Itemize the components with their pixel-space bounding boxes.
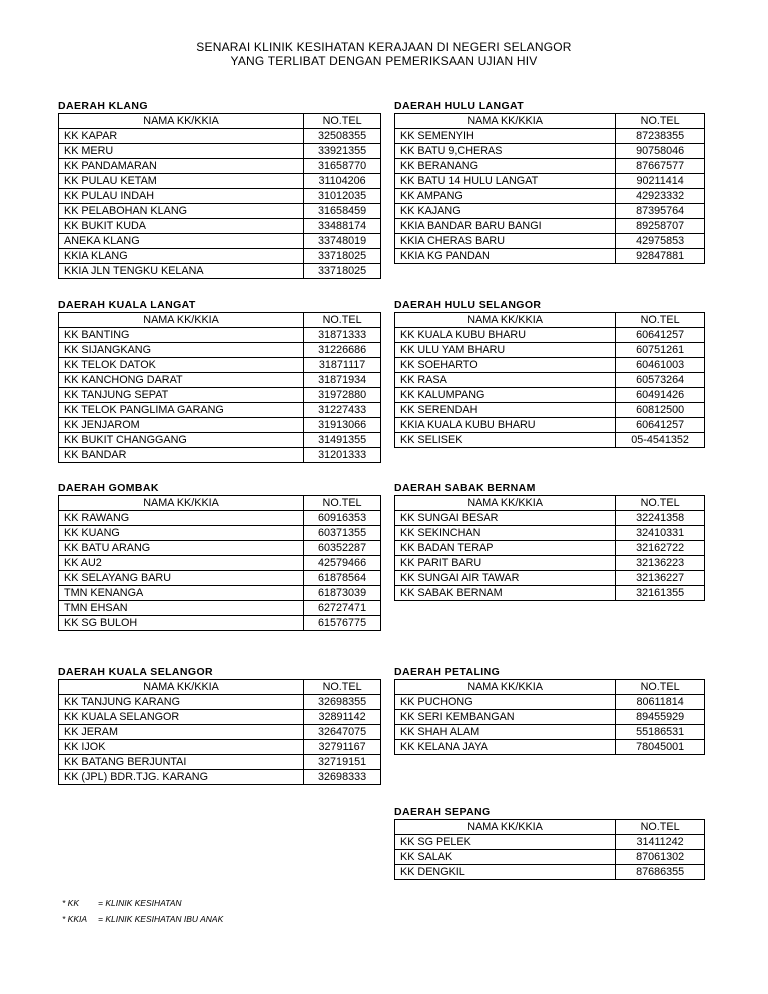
table-row: [395, 174, 705, 189]
clinic-table: [394, 679, 705, 755]
phone-cell: 32791167: [304, 740, 381, 755]
phone-cell: 55186531: [616, 725, 705, 740]
district-title: DAERAH HULU LANGAT: [394, 100, 525, 112]
clinic-table: [394, 495, 705, 601]
section-kuala-langat: [58, 298, 381, 463]
section-klang: [58, 99, 381, 279]
clinic-name-cell: KK SEMENYIH: [395, 129, 616, 144]
table-row: [395, 328, 705, 343]
table-row: [59, 174, 381, 189]
clinic-name-cell: KK ULU YAM BHARU: [395, 343, 616, 358]
district-title: DAERAH SEPANG: [394, 806, 491, 818]
phone-cell: 33921355: [304, 144, 381, 159]
phone-cell: 87061302: [616, 850, 705, 865]
table-row: [395, 343, 705, 358]
phone-cell: 78045001: [616, 740, 705, 755]
column-header-name: NAMA KK/KKIA: [395, 820, 616, 835]
table-row: [395, 219, 705, 234]
clinic-name-cell: KKIA CHERAS BARU: [395, 234, 616, 249]
column-header-name: NAMA KK/KKIA: [59, 114, 304, 129]
phone-cell: 32647075: [304, 725, 381, 740]
column-header-name: NAMA KK/KKIA: [59, 313, 304, 328]
section-petaling: [394, 665, 705, 755]
title-line-2: YANG TERLIBAT DENGAN PEMERIKSAAN UJIAN HIV: [230, 54, 538, 68]
clinic-name-cell: KK KUANG: [59, 526, 304, 541]
district-title: DAERAH KLANG: [58, 100, 148, 112]
table-row: [59, 189, 381, 204]
phone-cell: 60916353: [304, 511, 381, 526]
table-row: [395, 511, 705, 526]
table-row: [59, 433, 381, 448]
table-row: [395, 403, 705, 418]
clinic-name-cell: KKIA BANDAR BARU BANGI: [395, 219, 616, 234]
phone-cell: 31871333: [304, 328, 381, 343]
table-header-row: [59, 313, 381, 328]
table-row: [395, 388, 705, 403]
district-title: DAERAH GOMBAK: [58, 482, 159, 494]
column-header-name: NAMA KK/KKIA: [395, 496, 616, 511]
table-row: [59, 144, 381, 159]
section-kuala-selangor: [58, 665, 381, 785]
table-row: [395, 234, 705, 249]
phone-cell: 60491426: [616, 388, 705, 403]
clinic-name-cell: KK TANJUNG KARANG: [59, 695, 304, 710]
table-row: [59, 159, 381, 174]
phone-cell: 31491355: [304, 433, 381, 448]
phone-cell: 42923332: [616, 189, 705, 204]
clinic-name-cell: KK SELISEK: [395, 433, 616, 448]
table-row: [395, 571, 705, 586]
column-header-tel: NO.TEL: [616, 680, 705, 695]
column-header-name: NAMA KK/KKIA: [395, 313, 616, 328]
clinic-name-cell: KKIA KG PANDAN: [395, 249, 616, 264]
clinic-name-cell: KK AMPANG: [395, 189, 616, 204]
clinic-name-cell: KK TANJUNG SEPAT: [59, 388, 304, 403]
clinic-name-cell: TMN KENANGA: [59, 586, 304, 601]
table-row: [59, 373, 381, 388]
phone-cell: 32508355: [304, 129, 381, 144]
table-row: [395, 433, 705, 448]
table-row: [395, 373, 705, 388]
clinic-name-cell: KK BUKIT CHANGGANG: [59, 433, 304, 448]
clinic-name-cell: KK SABAK BERNAM: [395, 586, 616, 601]
clinic-name-cell: KK JERAM: [59, 725, 304, 740]
phone-cell: 31871117: [304, 358, 381, 373]
phone-cell: 32891142: [304, 710, 381, 725]
table-header-row: [395, 496, 705, 511]
phone-cell: 80611814: [616, 695, 705, 710]
phone-cell: 32136227: [616, 571, 705, 586]
table-row: [395, 695, 705, 710]
phone-cell: 32136223: [616, 556, 705, 571]
district-title: DAERAH KUALA LANGAT: [58, 299, 196, 311]
table-row: [59, 418, 381, 433]
clinic-name-cell: KKIA KLANG: [59, 249, 304, 264]
clinic-name-cell: KK PELABOHAN KLANG: [59, 204, 304, 219]
phone-cell: 87395764: [616, 204, 705, 219]
table-row: [395, 586, 705, 601]
table-row: [59, 403, 381, 418]
table-header-row: [59, 114, 381, 129]
table-row: [395, 865, 705, 880]
phone-cell: 89258707: [616, 219, 705, 234]
table-row: [59, 343, 381, 358]
phone-cell: 32698355: [304, 695, 381, 710]
phone-cell: 32241358: [616, 511, 705, 526]
column-header-tel: NO.TEL: [304, 313, 381, 328]
table-row: [59, 710, 381, 725]
clinic-name-cell: KKIA JLN TENGKU KELANA: [59, 264, 304, 279]
phone-cell: 60751261: [616, 343, 705, 358]
table-header-row: [395, 114, 705, 129]
table-row: [59, 511, 381, 526]
clinic-name-cell: KK SEKINCHAN: [395, 526, 616, 541]
clinic-name-cell: KKIA KUALA KUBU BHARU: [395, 418, 616, 433]
table-row: [395, 850, 705, 865]
clinic-table: [394, 819, 705, 880]
phone-cell: 32719151: [304, 755, 381, 770]
phone-cell: 31012035: [304, 189, 381, 204]
table-row: [395, 129, 705, 144]
clinic-name-cell: TMN EHSAN: [59, 601, 304, 616]
clinic-name-cell: KK SUNGAI BESAR: [395, 511, 616, 526]
table-row: [395, 710, 705, 725]
column-header-name: NAMA KK/KKIA: [59, 496, 304, 511]
clinic-name-cell: KK MERU: [59, 144, 304, 159]
clinic-name-cell: KK RASA: [395, 373, 616, 388]
table-row: [395, 189, 705, 204]
clinic-name-cell: KK SELAYANG BARU: [59, 571, 304, 586]
table-row: [395, 358, 705, 373]
table-row: [59, 725, 381, 740]
clinic-table: [394, 312, 705, 448]
phone-cell: 60812500: [616, 403, 705, 418]
clinic-name-cell: ANEKA KLANG: [59, 234, 304, 249]
clinic-table: [58, 113, 381, 279]
table-row: [59, 234, 381, 249]
district-title: DAERAH PETALING: [394, 666, 501, 678]
clinic-name-cell: KK BERANANG: [395, 159, 616, 174]
clinic-name-cell: KK BATU ARANG: [59, 541, 304, 556]
phone-cell: 31201333: [304, 448, 381, 463]
table-row: [59, 695, 381, 710]
phone-cell: 89455929: [616, 710, 705, 725]
clinic-table: [58, 679, 381, 785]
clinic-name-cell: KK KUALA SELANGOR: [59, 710, 304, 725]
phone-cell: 33718025: [304, 249, 381, 264]
table-row: [59, 740, 381, 755]
clinic-name-cell: KK BANDAR: [59, 448, 304, 463]
district-title: DAERAH SABAK BERNAM: [394, 482, 536, 494]
phone-cell: 32162722: [616, 541, 705, 556]
column-header-tel: NO.TEL: [616, 313, 705, 328]
clinic-name-cell: KK KANCHONG DARAT: [59, 373, 304, 388]
table-row: [59, 249, 381, 264]
clinic-name-cell: KK SG BULOH: [59, 616, 304, 631]
clinic-name-cell: KK PULAU KETAM: [59, 174, 304, 189]
table-row: [395, 541, 705, 556]
phone-cell: 60461003: [616, 358, 705, 373]
district-title: DAERAH HULU SELANGOR: [394, 299, 542, 311]
table-row: [395, 249, 705, 264]
clinic-name-cell: KK BATANG BERJUNTAI: [59, 755, 304, 770]
table-row: [395, 159, 705, 174]
legend-kkia: * KKIA = KLINIK KESIHATAN IBU ANAK: [62, 914, 224, 924]
table-row: [59, 219, 381, 234]
phone-cell: 05-4541352: [616, 433, 705, 448]
table-row: [59, 571, 381, 586]
legend-kk: * KK = KLINIK KESIHATAN: [62, 898, 182, 908]
table-row: [59, 129, 381, 144]
table-row: [59, 204, 381, 219]
table-row: [395, 144, 705, 159]
table-row: [395, 740, 705, 755]
phone-cell: 31104206: [304, 174, 381, 189]
phone-cell: 31913066: [304, 418, 381, 433]
clinic-name-cell: KK JENJAROM: [59, 418, 304, 433]
clinic-name-cell: KK SIJANGKANG: [59, 343, 304, 358]
table-row: [395, 835, 705, 850]
phone-cell: 60573264: [616, 373, 705, 388]
column-header-tel: NO.TEL: [304, 680, 381, 695]
phone-cell: 61878564: [304, 571, 381, 586]
clinic-name-cell: KK SUNGAI AIR TAWAR: [395, 571, 616, 586]
clinic-name-cell: KK SERENDAH: [395, 403, 616, 418]
clinic-name-cell: KK SERI KEMBANGAN: [395, 710, 616, 725]
clinic-name-cell: KK SG PELEK: [395, 835, 616, 850]
column-header-tel: NO.TEL: [616, 820, 705, 835]
clinic-name-cell: KK BATU 14 HULU LANGAT: [395, 174, 616, 189]
column-header-tel: NO.TEL: [616, 114, 705, 129]
section-hulu-selangor: [394, 298, 705, 448]
phone-cell: 60371355: [304, 526, 381, 541]
clinic-name-cell: KK IJOK: [59, 740, 304, 755]
clinic-name-cell: KK BADAN TERAP: [395, 541, 616, 556]
phone-cell: 87686355: [616, 865, 705, 880]
phone-cell: 31226686: [304, 343, 381, 358]
column-header-tel: NO.TEL: [304, 496, 381, 511]
phone-cell: 61873039: [304, 586, 381, 601]
clinic-name-cell: KK KUALA KUBU BHARU: [395, 328, 616, 343]
table-row: [59, 770, 381, 785]
legend: [62, 895, 223, 927]
phone-cell: 31658459: [304, 204, 381, 219]
phone-cell: 31871934: [304, 373, 381, 388]
clinic-table: [394, 113, 705, 264]
clinic-name-cell: KK PANDAMARAN: [59, 159, 304, 174]
table-row: [395, 204, 705, 219]
clinic-name-cell: KK SOEHARTO: [395, 358, 616, 373]
clinic-name-cell: KK KAJANG: [395, 204, 616, 219]
table-row: [59, 448, 381, 463]
clinic-name-cell: KK KALUMPANG: [395, 388, 616, 403]
phone-cell: 60641257: [616, 328, 705, 343]
table-row: [59, 388, 381, 403]
phone-cell: 87667577: [616, 159, 705, 174]
table-row: [59, 526, 381, 541]
clinic-name-cell: KK (JPL) BDR.TJG. KARANG: [59, 770, 304, 785]
phone-cell: 31227433: [304, 403, 381, 418]
clinic-name-cell: KK TELOK PANGLIMA GARANG: [59, 403, 304, 418]
phone-cell: 61576775: [304, 616, 381, 631]
section-sabak-bernam: [394, 481, 705, 601]
table-header-row: [395, 680, 705, 695]
column-header-tel: NO.TEL: [616, 496, 705, 511]
phone-cell: 32698333: [304, 770, 381, 785]
column-header-name: NAMA KK/KKIA: [395, 680, 616, 695]
phone-cell: 90758046: [616, 144, 705, 159]
title-line-1: SENARAI KLINIK KESIHATAN KERAJAAN DI NEGERI SELANGOR: [196, 40, 572, 54]
phone-cell: 31411242: [616, 835, 705, 850]
table-row: [59, 755, 381, 770]
phone-cell: 92847881: [616, 249, 705, 264]
table-row: [59, 586, 381, 601]
clinic-name-cell: KK PUCHONG: [395, 695, 616, 710]
phone-cell: 32161355: [616, 586, 705, 601]
district-title: DAERAH KUALA SELANGOR: [58, 666, 214, 678]
clinic-table: [58, 495, 381, 631]
clinic-name-cell: KK AU2: [59, 556, 304, 571]
table-row: [59, 541, 381, 556]
clinic-table: [58, 312, 381, 463]
clinic-name-cell: KK SALAK: [395, 850, 616, 865]
phone-cell: 31972880: [304, 388, 381, 403]
phone-cell: 87238355: [616, 129, 705, 144]
phone-cell: 42579466: [304, 556, 381, 571]
section-gombak: [58, 481, 381, 631]
clinic-name-cell: KK BATU 9,CHERAS: [395, 144, 616, 159]
clinic-name-cell: KK PARIT BARU: [395, 556, 616, 571]
table-row: [59, 556, 381, 571]
phone-cell: 32410331: [616, 526, 705, 541]
clinic-name-cell: KK KELANA JAYA: [395, 740, 616, 755]
table-row: [59, 328, 381, 343]
section-sepang: [394, 805, 705, 880]
clinic-name-cell: KK BUKIT KUDA: [59, 219, 304, 234]
table-row: [59, 616, 381, 631]
table-row: [395, 418, 705, 433]
phone-cell: 42975853: [616, 234, 705, 249]
phone-cell: 33718025: [304, 264, 381, 279]
column-header-tel: NO.TEL: [304, 114, 381, 129]
table-row: [395, 725, 705, 740]
phone-cell: 60352287: [304, 541, 381, 556]
table-header-row: [395, 313, 705, 328]
phone-cell: 31658770: [304, 159, 381, 174]
table-header-row: [395, 820, 705, 835]
clinic-name-cell: KK RAWANG: [59, 511, 304, 526]
table-row: [395, 526, 705, 541]
column-header-name: NAMA KK/KKIA: [59, 680, 304, 695]
clinic-name-cell: KK BANTING: [59, 328, 304, 343]
table-row: [59, 264, 381, 279]
table-header-row: [59, 496, 381, 511]
column-header-name: NAMA KK/KKIA: [395, 114, 616, 129]
table-row: [59, 358, 381, 373]
clinic-name-cell: KK TELOK DATOK: [59, 358, 304, 373]
table-row: [395, 556, 705, 571]
phone-cell: 62727471: [304, 601, 381, 616]
clinic-name-cell: KK KAPAR: [59, 129, 304, 144]
phone-cell: 33488174: [304, 219, 381, 234]
phone-cell: 60641257: [616, 418, 705, 433]
clinic-name-cell: KK PULAU INDAH: [59, 189, 304, 204]
clinic-name-cell: KK SHAH ALAM: [395, 725, 616, 740]
table-header-row: [59, 680, 381, 695]
clinic-name-cell: KK DENGKIL: [395, 865, 616, 880]
phone-cell: 33748019: [304, 234, 381, 249]
phone-cell: 90211414: [616, 174, 705, 189]
section-hulu-langat: [394, 99, 705, 264]
table-row: [59, 601, 381, 616]
